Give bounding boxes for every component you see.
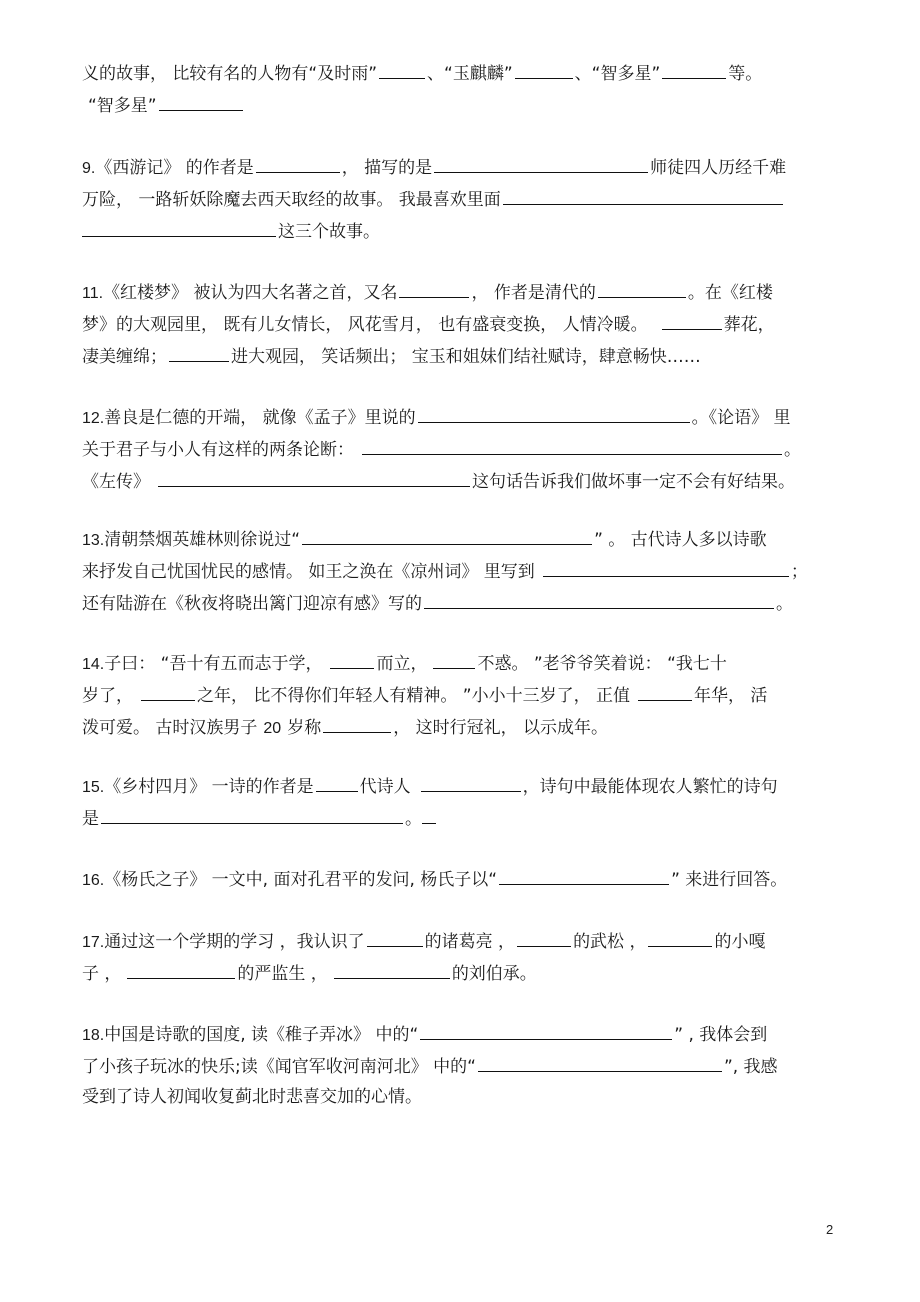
answer-blank[interactable] bbox=[158, 468, 470, 487]
q14-text: ， 这时行冠礼， 以示成年。 bbox=[393, 718, 609, 738]
q11-line-3 bbox=[82, 343, 701, 367]
answer-blank[interactable] bbox=[169, 343, 229, 362]
q18-text: 了小孩子玩冰的快乐;读《闻官军收河南河北》 中的“ bbox=[82, 1057, 476, 1077]
answer-blank[interactable] bbox=[379, 60, 425, 79]
q12-line-3 bbox=[82, 468, 795, 492]
answer-blank[interactable] bbox=[399, 279, 469, 298]
answer-blank[interactable] bbox=[598, 279, 686, 298]
q14-text: 岁了， bbox=[82, 686, 133, 706]
answer-blank[interactable] bbox=[662, 311, 722, 330]
q15-text: 《乡村四月》 一诗的作者是 bbox=[104, 777, 314, 797]
q9-line-3 bbox=[82, 218, 380, 242]
q18-text: ”, 我感 bbox=[723, 1057, 778, 1077]
question-number: 18. bbox=[82, 1027, 105, 1044]
q13-text: 来抒发自己忧国忧民的感情。 如王之涣在《凉州词》 里写到 bbox=[82, 562, 535, 582]
q13-text: 还有陆游在《秋夜将晓出篱门迎凉有感》写的 bbox=[82, 594, 422, 614]
answer-blank[interactable] bbox=[82, 218, 276, 237]
answer-blank[interactable] bbox=[334, 960, 450, 979]
answer-blank[interactable] bbox=[638, 682, 692, 701]
q9-text: 师徒四人历经千难 bbox=[650, 158, 787, 178]
q14-text: 岁称 bbox=[287, 718, 322, 738]
q9-line-2 bbox=[82, 186, 785, 210]
answer-blank[interactable] bbox=[421, 773, 521, 792]
q9-text: 这三个故事。 bbox=[278, 222, 380, 242]
q17-text: 子 ， bbox=[82, 964, 122, 984]
q17-text: 通过这一个学期的学习 ，我认识了 bbox=[104, 932, 365, 952]
q13-line-3 bbox=[82, 590, 793, 614]
answer-blank[interactable] bbox=[420, 1021, 672, 1040]
question-number: 13. bbox=[82, 532, 105, 549]
q8-text: 、“玉麒麟” bbox=[427, 64, 513, 84]
question-number: 11. bbox=[82, 285, 104, 302]
q11-text: ， 作者是清代的 bbox=[471, 283, 596, 303]
q12-text: 《左传》 bbox=[82, 472, 150, 492]
answer-blank[interactable] bbox=[330, 650, 374, 669]
answer-blank[interactable] bbox=[127, 960, 235, 979]
q8-text: 义的故事， 比较有名的人物有“及时雨” bbox=[82, 64, 378, 84]
q11-text: 进大观园， 笑话频出； 宝玉和姐妹们结社赋诗，肆意畅快…… bbox=[231, 347, 701, 367]
question-number: 16. bbox=[82, 872, 105, 889]
q18-line-1 bbox=[82, 1021, 767, 1045]
q18-text: 受到了诗人初闻收复蓟北时悲喜交加的心情。 bbox=[82, 1087, 422, 1107]
q9-line-1 bbox=[82, 154, 786, 178]
q15-text: 是 bbox=[82, 809, 99, 829]
q16-text: 《杨氏之子》 一文中, 面对孔君平的发问, 杨氏子以“ bbox=[104, 870, 498, 890]
q17-text: 的刘伯承。 bbox=[451, 964, 537, 984]
q8-line-2 bbox=[88, 92, 245, 116]
answer-blank[interactable] bbox=[434, 154, 648, 173]
q11-line-1 bbox=[82, 279, 773, 303]
q17-text: 的诸葛亮 ， bbox=[424, 932, 516, 952]
answer-blank-tail bbox=[422, 805, 436, 824]
q14-text: 而立， bbox=[376, 654, 428, 674]
q18-text: ” , 我体会到 bbox=[674, 1025, 768, 1045]
q13-text: 。 bbox=[776, 594, 793, 614]
q14-text: 子曰： “吾十有五而志于学， bbox=[104, 654, 323, 674]
answer-blank[interactable] bbox=[499, 866, 669, 885]
q17-line-2 bbox=[82, 960, 537, 984]
answer-blank[interactable] bbox=[418, 404, 690, 423]
q17-text: 的小嘎 bbox=[714, 932, 766, 952]
q15-text: ，诗句中最能体现农人繁忙的诗句 bbox=[522, 777, 778, 797]
q18-line-3 bbox=[82, 1085, 422, 1109]
q13-line-1 bbox=[82, 526, 767, 550]
question-number: 9. bbox=[82, 160, 96, 177]
q13-text: ” 。 古代诗人多以诗歌 bbox=[594, 530, 767, 550]
q16-line-1 bbox=[82, 866, 787, 890]
q13-text: 清朝禁烟英雄林则徐说过“ bbox=[104, 530, 301, 550]
q14-text: 年华， 活 bbox=[694, 686, 768, 706]
q13-text: ； bbox=[790, 562, 808, 582]
q15-line-1 bbox=[82, 773, 778, 797]
answer-blank[interactable] bbox=[424, 590, 774, 609]
q8-line-1 bbox=[82, 60, 762, 84]
q15-text: 。 bbox=[405, 809, 422, 829]
q12-text: 。《论语》 里 bbox=[691, 408, 791, 428]
answer-blank[interactable] bbox=[316, 773, 358, 792]
answer-blank[interactable] bbox=[141, 682, 195, 701]
answer-blank[interactable] bbox=[433, 650, 475, 669]
q14-text: 不惑。 ”老爷爷笑着说： “我七十 bbox=[477, 654, 727, 674]
q14-text: 之年， 比不得你们年轻人有精神。 ”小小十三岁了， 正值 bbox=[197, 686, 631, 706]
q11-text: 。在《红楼 bbox=[687, 283, 773, 303]
question-number: 15. bbox=[82, 779, 105, 796]
question-number: 12. bbox=[82, 410, 105, 427]
answer-blank[interactable] bbox=[515, 60, 573, 79]
answer-blank[interactable] bbox=[517, 928, 571, 947]
page-number: 2 bbox=[826, 1222, 834, 1237]
question-number: 17. bbox=[82, 934, 105, 951]
q11-text: 葬花， bbox=[723, 315, 775, 335]
answer-blank[interactable] bbox=[323, 714, 391, 733]
answer-blank[interactable] bbox=[503, 186, 783, 205]
q18-text: 中国是诗歌的国度, 读《稚子弄冰》 中的“ bbox=[104, 1025, 419, 1045]
q11-text: 凄美缠绵； bbox=[82, 347, 167, 367]
age-number: 20 bbox=[263, 720, 282, 737]
answer-blank[interactable] bbox=[648, 928, 712, 947]
q9-text: ， 描写的是 bbox=[341, 158, 433, 178]
answer-blank[interactable] bbox=[543, 558, 789, 577]
q12-text: 关于君子与小人有这样的两条论断： bbox=[82, 440, 354, 460]
q18-line-2 bbox=[82, 1053, 778, 1077]
answer-blank[interactable] bbox=[302, 526, 592, 545]
q13-line-2 bbox=[82, 558, 808, 582]
answer-blank[interactable] bbox=[662, 60, 726, 79]
q12-text: 这句话告诉我们做坏事一定不会有好结果。 bbox=[472, 472, 795, 492]
q17-text: 的严监生 ， bbox=[237, 964, 328, 984]
q12-line-1 bbox=[82, 404, 791, 428]
answer-blank[interactable] bbox=[478, 1053, 722, 1072]
q15-line-2 bbox=[82, 805, 438, 829]
q15-text: 代诗人 bbox=[359, 777, 411, 797]
q11-text: 《红楼梦》 被认为四大名著之首，又名 bbox=[103, 283, 398, 303]
q11-text: 梦》的大观园里， 既有儿女情长， 风花雪月， 也有盛衰变换， 人情冷暖。 bbox=[82, 315, 648, 335]
answer-blank[interactable] bbox=[256, 154, 340, 173]
q14-line-3 bbox=[82, 714, 608, 738]
q9-text: 万险， 一路斩妖除魔去西天取经的故事。 我最喜欢里面 bbox=[82, 190, 501, 210]
q17-text: 的武松 ， bbox=[573, 932, 647, 952]
q14-line-2 bbox=[82, 682, 767, 706]
q16-text: ” 来进行回答。 bbox=[671, 870, 788, 890]
answer-blank[interactable] bbox=[159, 92, 243, 111]
q12-line-2 bbox=[82, 436, 801, 460]
question-number: 14. bbox=[82, 656, 105, 673]
q8-text: “智多星” bbox=[88, 96, 157, 116]
q12-text: 。 bbox=[784, 440, 801, 460]
q9-text: 《西游记》 的作者是 bbox=[95, 158, 254, 178]
q8-text: 、“智多星” bbox=[574, 64, 661, 84]
answer-blank[interactable] bbox=[101, 805, 403, 824]
q14-text: 泼可爱。 古时汉族男子 bbox=[82, 718, 258, 738]
q11-line-2 bbox=[82, 311, 775, 335]
q17-line-1 bbox=[82, 928, 765, 952]
answer-blank[interactable] bbox=[362, 436, 782, 455]
answer-blank[interactable] bbox=[367, 928, 423, 947]
q8-text: 等。 bbox=[728, 64, 763, 84]
q14-line-1 bbox=[82, 650, 727, 674]
q12-text: 善良是仁德的开端， 就像《孟子》里说的 bbox=[104, 408, 416, 428]
